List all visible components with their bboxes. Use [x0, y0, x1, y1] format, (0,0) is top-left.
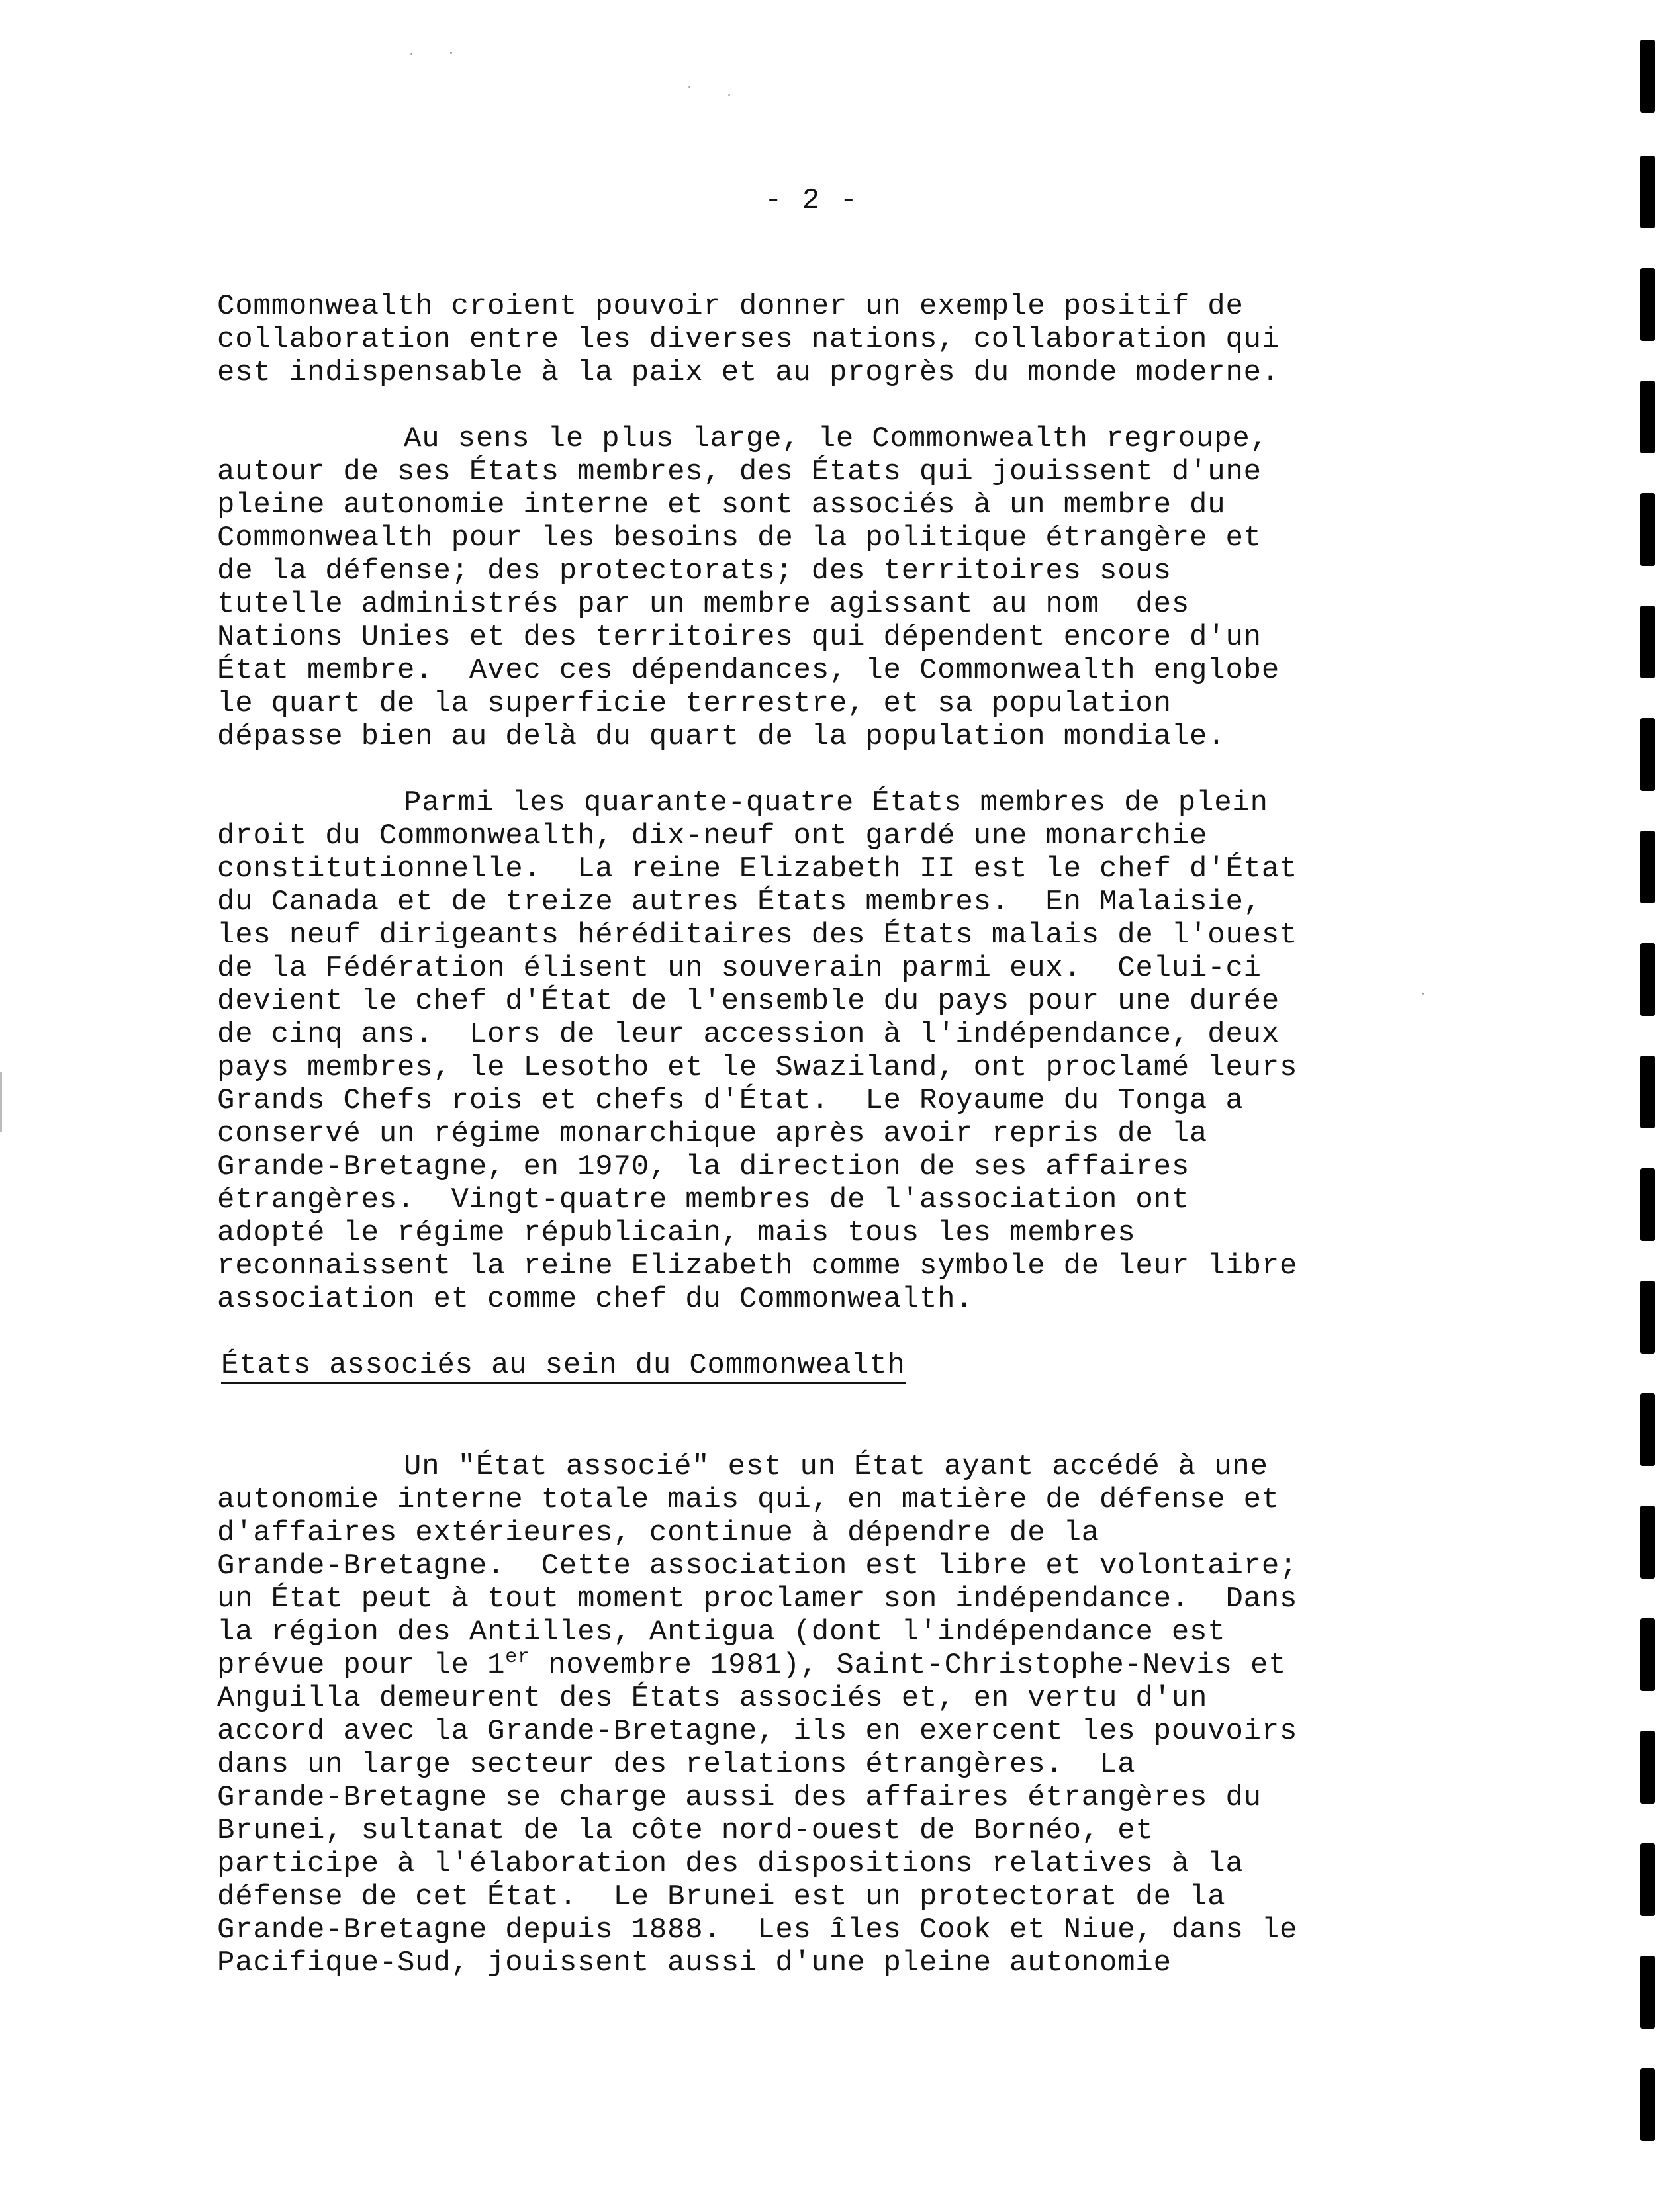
margin-bar: [1640, 1056, 1655, 1128]
text-line: de la défense; des protectorats; des territoires sous: [217, 555, 1172, 588]
text-line: Anguilla demeurent des États associés et, en vertu d'un: [217, 1682, 1208, 1715]
document-body: [217, 290, 1422, 2013]
text-line: autonomie interne totale mais qui, en matière de défense et: [217, 1483, 1280, 1516]
text-line: devient le chef d'État de l'ensemble du pays pour une durée: [217, 985, 1280, 1018]
text-line: la région des Antilles, Antigua (dont l'indépendance est: [217, 1616, 1226, 1649]
text-line: Grande-Bretagne. Cette association est libre et volontaire;: [217, 1549, 1298, 1583]
text-line: du Canada et de treize autres États membres. En Malaisie,: [217, 886, 1262, 919]
text-fragment: prévue pour le 1: [217, 1649, 506, 1682]
text-line: accord avec la Grande-Bretagne, ils en exercent les pouvoirs: [217, 1715, 1298, 1748]
text-line: autour de ses États membres, des États qui jouissent d'une: [217, 455, 1262, 488]
text-line: Grands Chefs rois et chefs d'État. Le Royaume du Tonga a: [217, 1084, 1244, 1117]
text-line: droit du Commonwealth, dix-neuf ont gardé une monarchie: [217, 819, 1208, 852]
margin-bar: [1640, 718, 1655, 791]
page-number: - 2 -: [765, 184, 859, 217]
margin-bar: [1640, 40, 1655, 113]
text-line: un État peut à tout moment proclamer son indépendance. Dans: [217, 1583, 1298, 1616]
text-line: défense de cet État. Le Brunei est un protectorat de la: [217, 1880, 1226, 1913]
margin-bar: [1640, 1731, 1655, 1804]
text-line: étrangères. Vingt-quatre membres de l'association ont: [217, 1183, 1190, 1217]
margin-bar: [1640, 1168, 1655, 1241]
margin-bar: [1640, 943, 1655, 1016]
text-line: participe à l'élaboration des dispositions relatives à la: [217, 1847, 1244, 1880]
margin-bar: [1640, 381, 1655, 453]
margin-bar: [1640, 831, 1655, 903]
text-line: constitutionnelle. La reine Elizabeth II est le chef d'État: [217, 852, 1298, 886]
section-heading-wrap: [217, 1349, 1422, 1417]
margin-bar: [1640, 1843, 1655, 1916]
text-line: collaboration entre les diverses nations, collaboration qui: [217, 323, 1280, 356]
margin-bar: [1640, 606, 1655, 678]
scan-speck: [450, 52, 452, 54]
text-line: dépasse bien au delà du quart de la population mondiale.: [217, 720, 1226, 753]
margin-bar: [1640, 1506, 1655, 1579]
margin-bar: [1640, 1956, 1655, 2029]
scan-speck: [410, 53, 412, 55]
text-line: est indispensable à la paix et au progrès du monde moderne.: [217, 356, 1280, 389]
text-line: association et comme chef du Commonwealth.: [217, 1283, 974, 1316]
text-line: pays membres, le Lesotho et le Swaziland, ont proclamé leurs: [217, 1051, 1298, 1084]
text-line: Commonwealth pour les besoins de la politique étrangère et: [217, 522, 1262, 555]
text-line: de cinq ans. Lors de leur accession à l'indépendance, deux: [217, 1018, 1280, 1051]
margin-bar: [1640, 1281, 1655, 1354]
scan-speck: [728, 94, 730, 96]
paragraph-3: [217, 786, 1422, 1316]
text-line: Commonwealth croient pouvoir donner un exemple positif de: [217, 290, 1244, 323]
paragraph-2: [217, 422, 1422, 753]
section-heading: États associés au sein du Commonwealth: [221, 1349, 906, 1384]
margin-bar: [1640, 1393, 1655, 1466]
text-line: Pacifique-Sud, jouissent aussi d'une pleine autonomie: [217, 1947, 1172, 1980]
text-line: État membre. Avec ces dépendances, le Commonwealth englobe: [217, 654, 1280, 687]
text-line: pleine autonomie interne et sont associés à un membre du: [217, 488, 1226, 522]
text-line: le quart de la superficie terrestre, et sa population: [217, 687, 1172, 720]
text-line: les neuf dirigeants héréditaires des États malais de l'ouest: [217, 919, 1298, 952]
margin-bar: [1640, 493, 1655, 566]
paragraph-4: [217, 1450, 1422, 1980]
margin-bar: [1640, 156, 1655, 228]
text-line: dans un large secteur des relations étrangères. La: [217, 1748, 1136, 1781]
text-line: Grande-Bretagne depuis 1888. Les îles Cook et Niue, dans le: [217, 1913, 1298, 1947]
text-line: Nations Unies et des territoires qui dépendent encore d'un: [217, 621, 1262, 654]
text-line: adopté le régime républicain, mais tous les membres: [217, 1217, 1136, 1250]
text-line: conservé un régime monarchique après avoir repris de la: [217, 1117, 1208, 1150]
text-line: Grande-Bretagne, en 1970, la direction de ses affaires: [217, 1150, 1190, 1183]
margin-bar: [1640, 268, 1655, 341]
scan-speck: [1422, 993, 1424, 995]
margin-bar: [1640, 1618, 1655, 1691]
paragraph-1: [217, 290, 1422, 389]
scan-edge-mark: [0, 1072, 2, 1132]
text-line-with-superscript: [217, 1646, 1422, 1682]
text-line: reconnaissent la reine Elizabeth comme symbole de leur libre: [217, 1250, 1298, 1283]
superscript: er: [505, 1646, 530, 1669]
text-line: Parmi les quarante-quatre États membres de plein: [404, 786, 1268, 819]
text-fragment: novembre 1981), Saint-Christophe-Nevis et: [530, 1649, 1287, 1682]
text-line: Au sens le plus large, le Commonwealth regroupe,: [404, 422, 1268, 455]
text-line: de la Fédération élisent un souverain parmi eux. Celui-ci: [217, 952, 1262, 985]
text-line: Brunei, sultanat de la côte nord-ouest de Bornéo, et: [217, 1814, 1154, 1847]
text-line: Un "État associé" est un État ayant accédé à une: [404, 1450, 1268, 1483]
margin-bar: [1640, 2068, 1655, 2141]
text-line: tutelle administrés par un membre agissant au nom des: [217, 588, 1190, 621]
text-line: d'affaires extérieures, continue à dépendre de la: [217, 1516, 1100, 1549]
text-line: Grande-Bretagne se charge aussi des affaires étrangères du: [217, 1781, 1262, 1814]
scan-speck: [688, 86, 690, 88]
